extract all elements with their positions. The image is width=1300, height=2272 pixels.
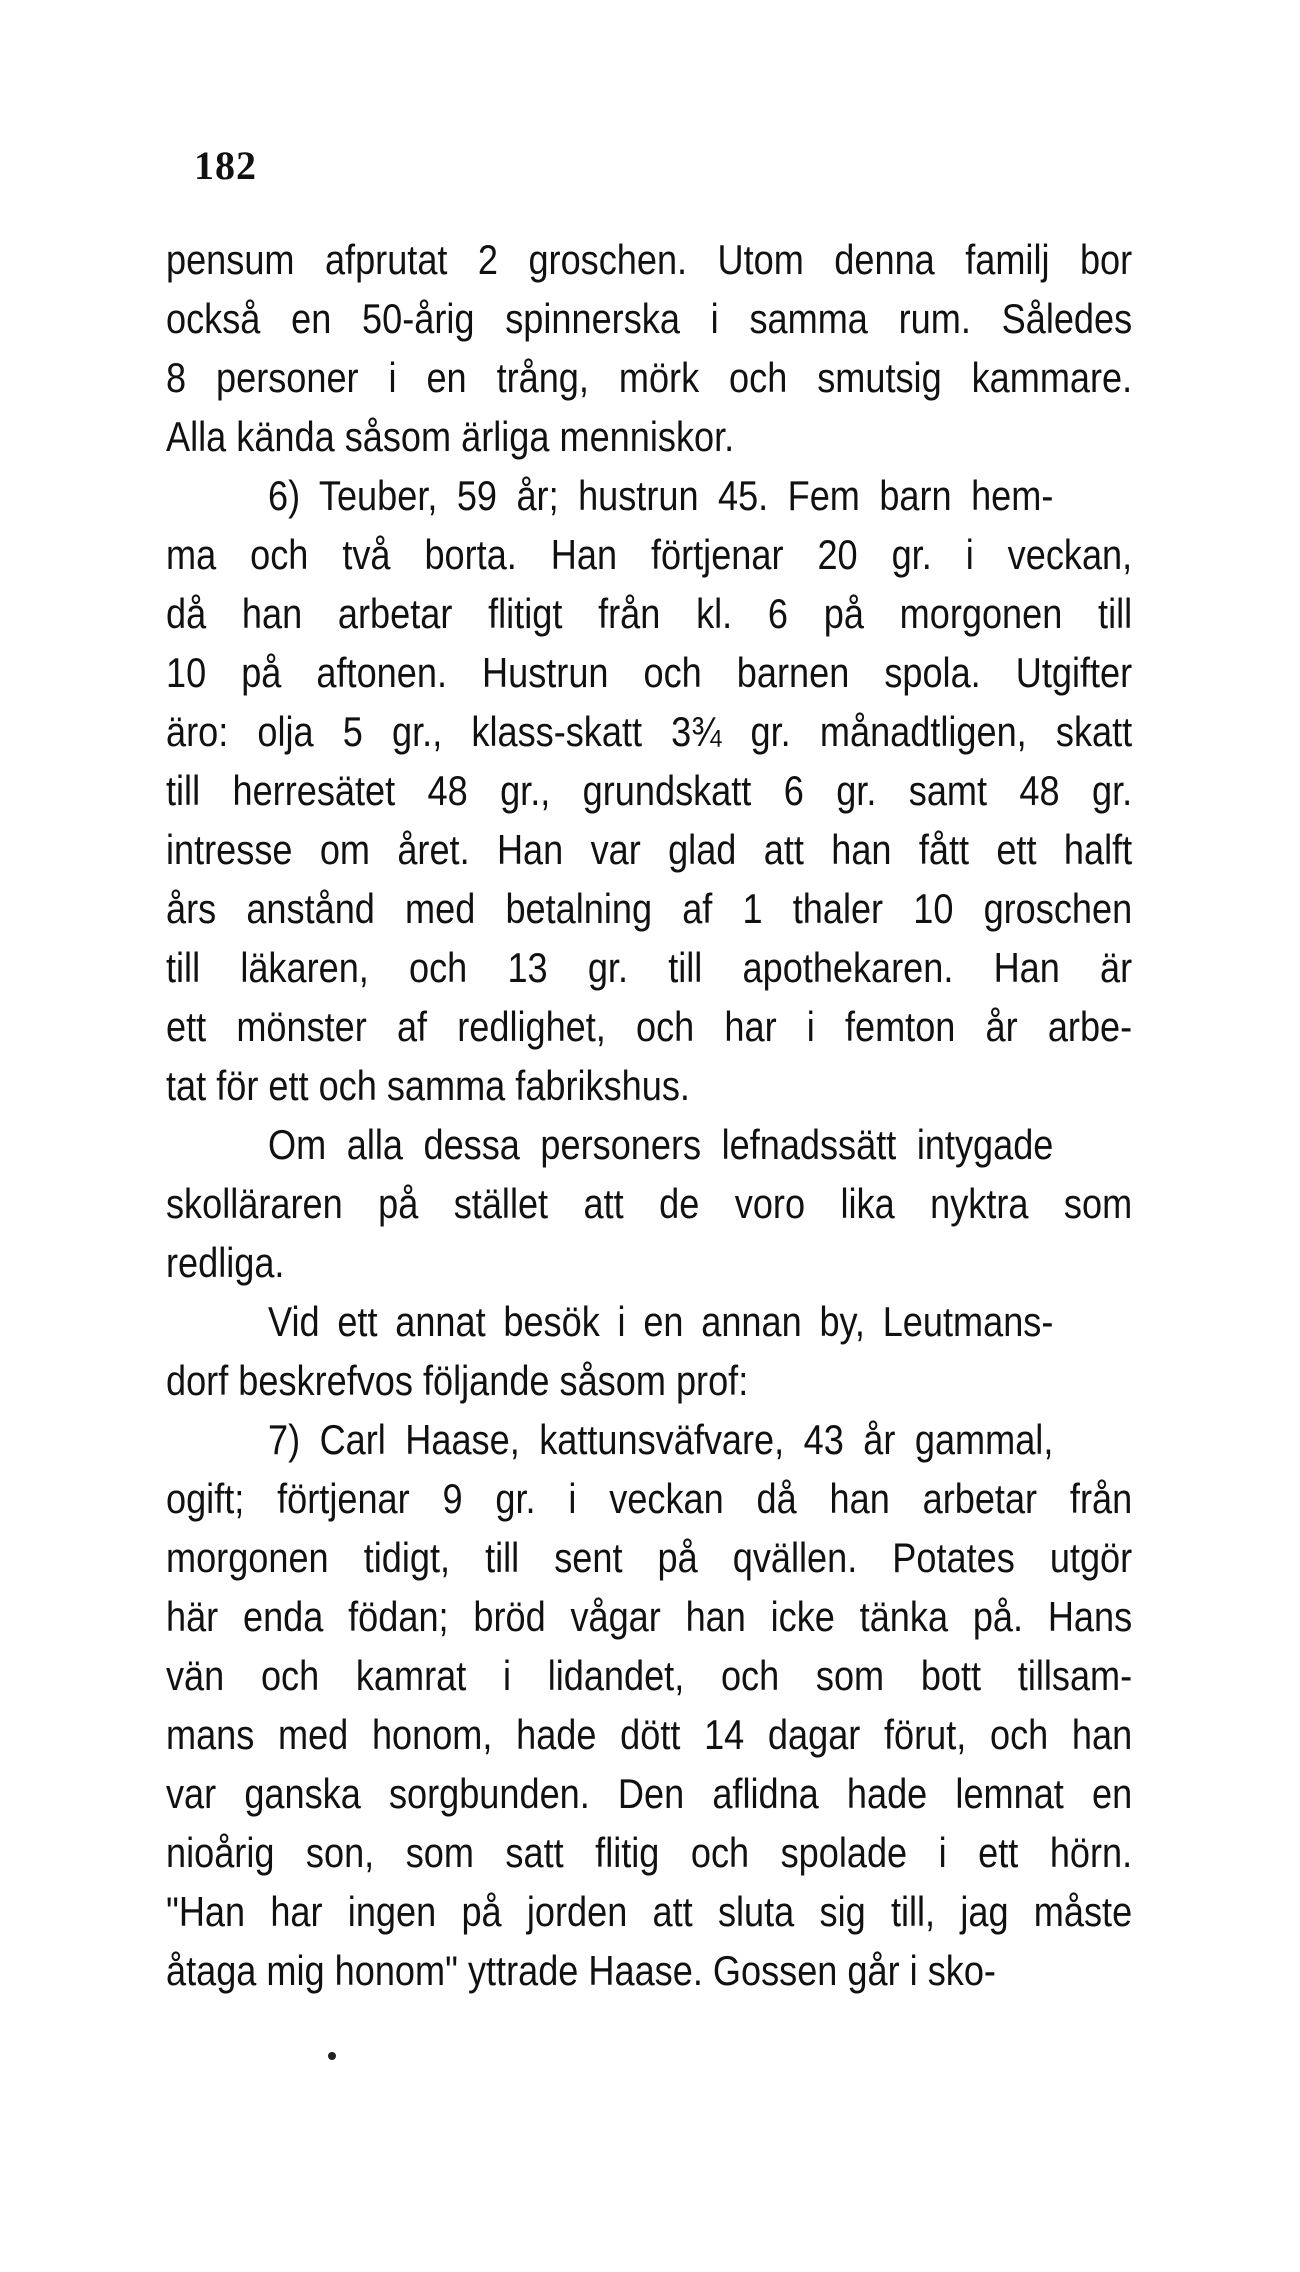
text-line-content: till herresätet 48 gr., grundskatt 6 gr. samt 48 gr. <box>166 767 1133 814</box>
text-line-content: vän och kamrat i lidandet, och som bott tillsam- <box>166 1652 1133 1699</box>
text-line <box>166 1351 1132 1410</box>
text-line-content: Vid ett annat besök i en annan by, Leutmans- <box>268 1298 1054 1345</box>
text-line-content: års anstånd med betalning af 1 thaler 10 groschen <box>166 885 1133 932</box>
text-line <box>166 1292 1132 1351</box>
text-line-content: 7) Carl Haase, kattunsväfvare, 43 år gammal, <box>268 1416 1054 1463</box>
text-line <box>166 1705 1132 1764</box>
text-line-content: då han arbetar flitigt från kl. 6 på morgonen till <box>166 590 1133 637</box>
text-line-content: Om alla dessa personers lefnadssätt intygade <box>268 1121 1054 1168</box>
text-line-content: "Han har ingen på jorden att sluta sig till, jag måste <box>166 1888 1133 1935</box>
text-line <box>166 1941 1132 2000</box>
text-line <box>166 879 1132 938</box>
text-line-content: ett mönster af redlighet, och har i femton år arbe- <box>166 1003 1133 1050</box>
text-line-content: mans med honom, hade dött 14 dagar förut, och han <box>166 1711 1133 1758</box>
page-number: 182 <box>194 143 257 188</box>
text-line <box>166 1115 1132 1174</box>
text-line <box>166 1882 1132 1941</box>
text-line <box>166 1174 1132 1233</box>
ink-speck <box>328 2052 336 2060</box>
text-line-content: tat för ett och samma fabrikshus. <box>166 1062 690 1109</box>
text-line-content: åtaga mig honom" yttrade Haase. Gossen går i sko- <box>166 1947 996 1994</box>
text-line <box>166 1528 1132 1587</box>
text-line-content: pensum afprutat 2 groschen. Utom denna familj bor <box>166 236 1133 283</box>
text-line-content: också en 50-årig spinnerska i samma rum. Således <box>166 295 1133 342</box>
text-line <box>166 761 1132 820</box>
text-line-content: nioårig son, som satt flitig och spolade i ett hörn. <box>166 1829 1133 1876</box>
text-line-content: intresse om året. Han var glad att han fått ett halft <box>166 826 1133 873</box>
text-line <box>166 466 1132 525</box>
text-line <box>166 584 1132 643</box>
text-line <box>166 525 1132 584</box>
text-line <box>166 1587 1132 1646</box>
text-line <box>166 289 1132 348</box>
text-line-content: dorf beskrefvos följande såsom prof: <box>166 1357 749 1404</box>
text-line-content: skolläraren på stället att de voro lika nyktra som <box>166 1180 1133 1227</box>
text-line-content: till läkaren, och 13 gr. till apothekaren. Han är <box>166 944 1133 991</box>
text-line <box>166 1823 1132 1882</box>
body-text <box>166 230 1132 2000</box>
text-line-content: äro: olja 5 gr., klass-skatt 3¾ gr. månadtligen, skatt <box>166 708 1133 755</box>
text-line <box>166 1764 1132 1823</box>
text-line <box>166 938 1132 997</box>
text-line-content: 10 på aftonen. Hustrun och barnen spola. Utgifter <box>166 649 1133 696</box>
text-line-content: 8 personer i en trång, mörk och smutsig kammare. <box>166 354 1133 401</box>
text-line <box>166 643 1132 702</box>
text-line <box>166 1410 1132 1469</box>
text-line <box>166 230 1132 289</box>
text-line-content: morgonen tidigt, till sent på qvällen. Potates utgör <box>166 1534 1133 1581</box>
text-line <box>166 1056 1132 1115</box>
text-line-content: 6) Teuber, 59 år; hustrun 45. Fem barn hem- <box>268 472 1054 519</box>
text-line-content: redliga. <box>166 1239 285 1286</box>
text-line-content: här enda födan; bröd vågar han icke tänka på. Hans <box>166 1593 1133 1640</box>
text-line-content: Alla kända såsom ärliga menniskor. <box>166 413 735 460</box>
text-line <box>166 702 1132 761</box>
text-line <box>166 1233 1132 1292</box>
text-line <box>166 1646 1132 1705</box>
text-line <box>166 348 1132 407</box>
text-line-content: ma och två borta. Han förtjenar 20 gr. i veckan, <box>166 531 1133 578</box>
text-line-content: ogift; förtjenar 9 gr. i veckan då han arbetar från <box>166 1475 1133 1522</box>
text-line-content: var ganska sorgbunden. Den aflidna hade lemnat en <box>166 1770 1133 1817</box>
text-line <box>166 1469 1132 1528</box>
text-line <box>166 997 1132 1056</box>
text-line <box>166 407 1132 466</box>
text-line <box>166 820 1132 879</box>
